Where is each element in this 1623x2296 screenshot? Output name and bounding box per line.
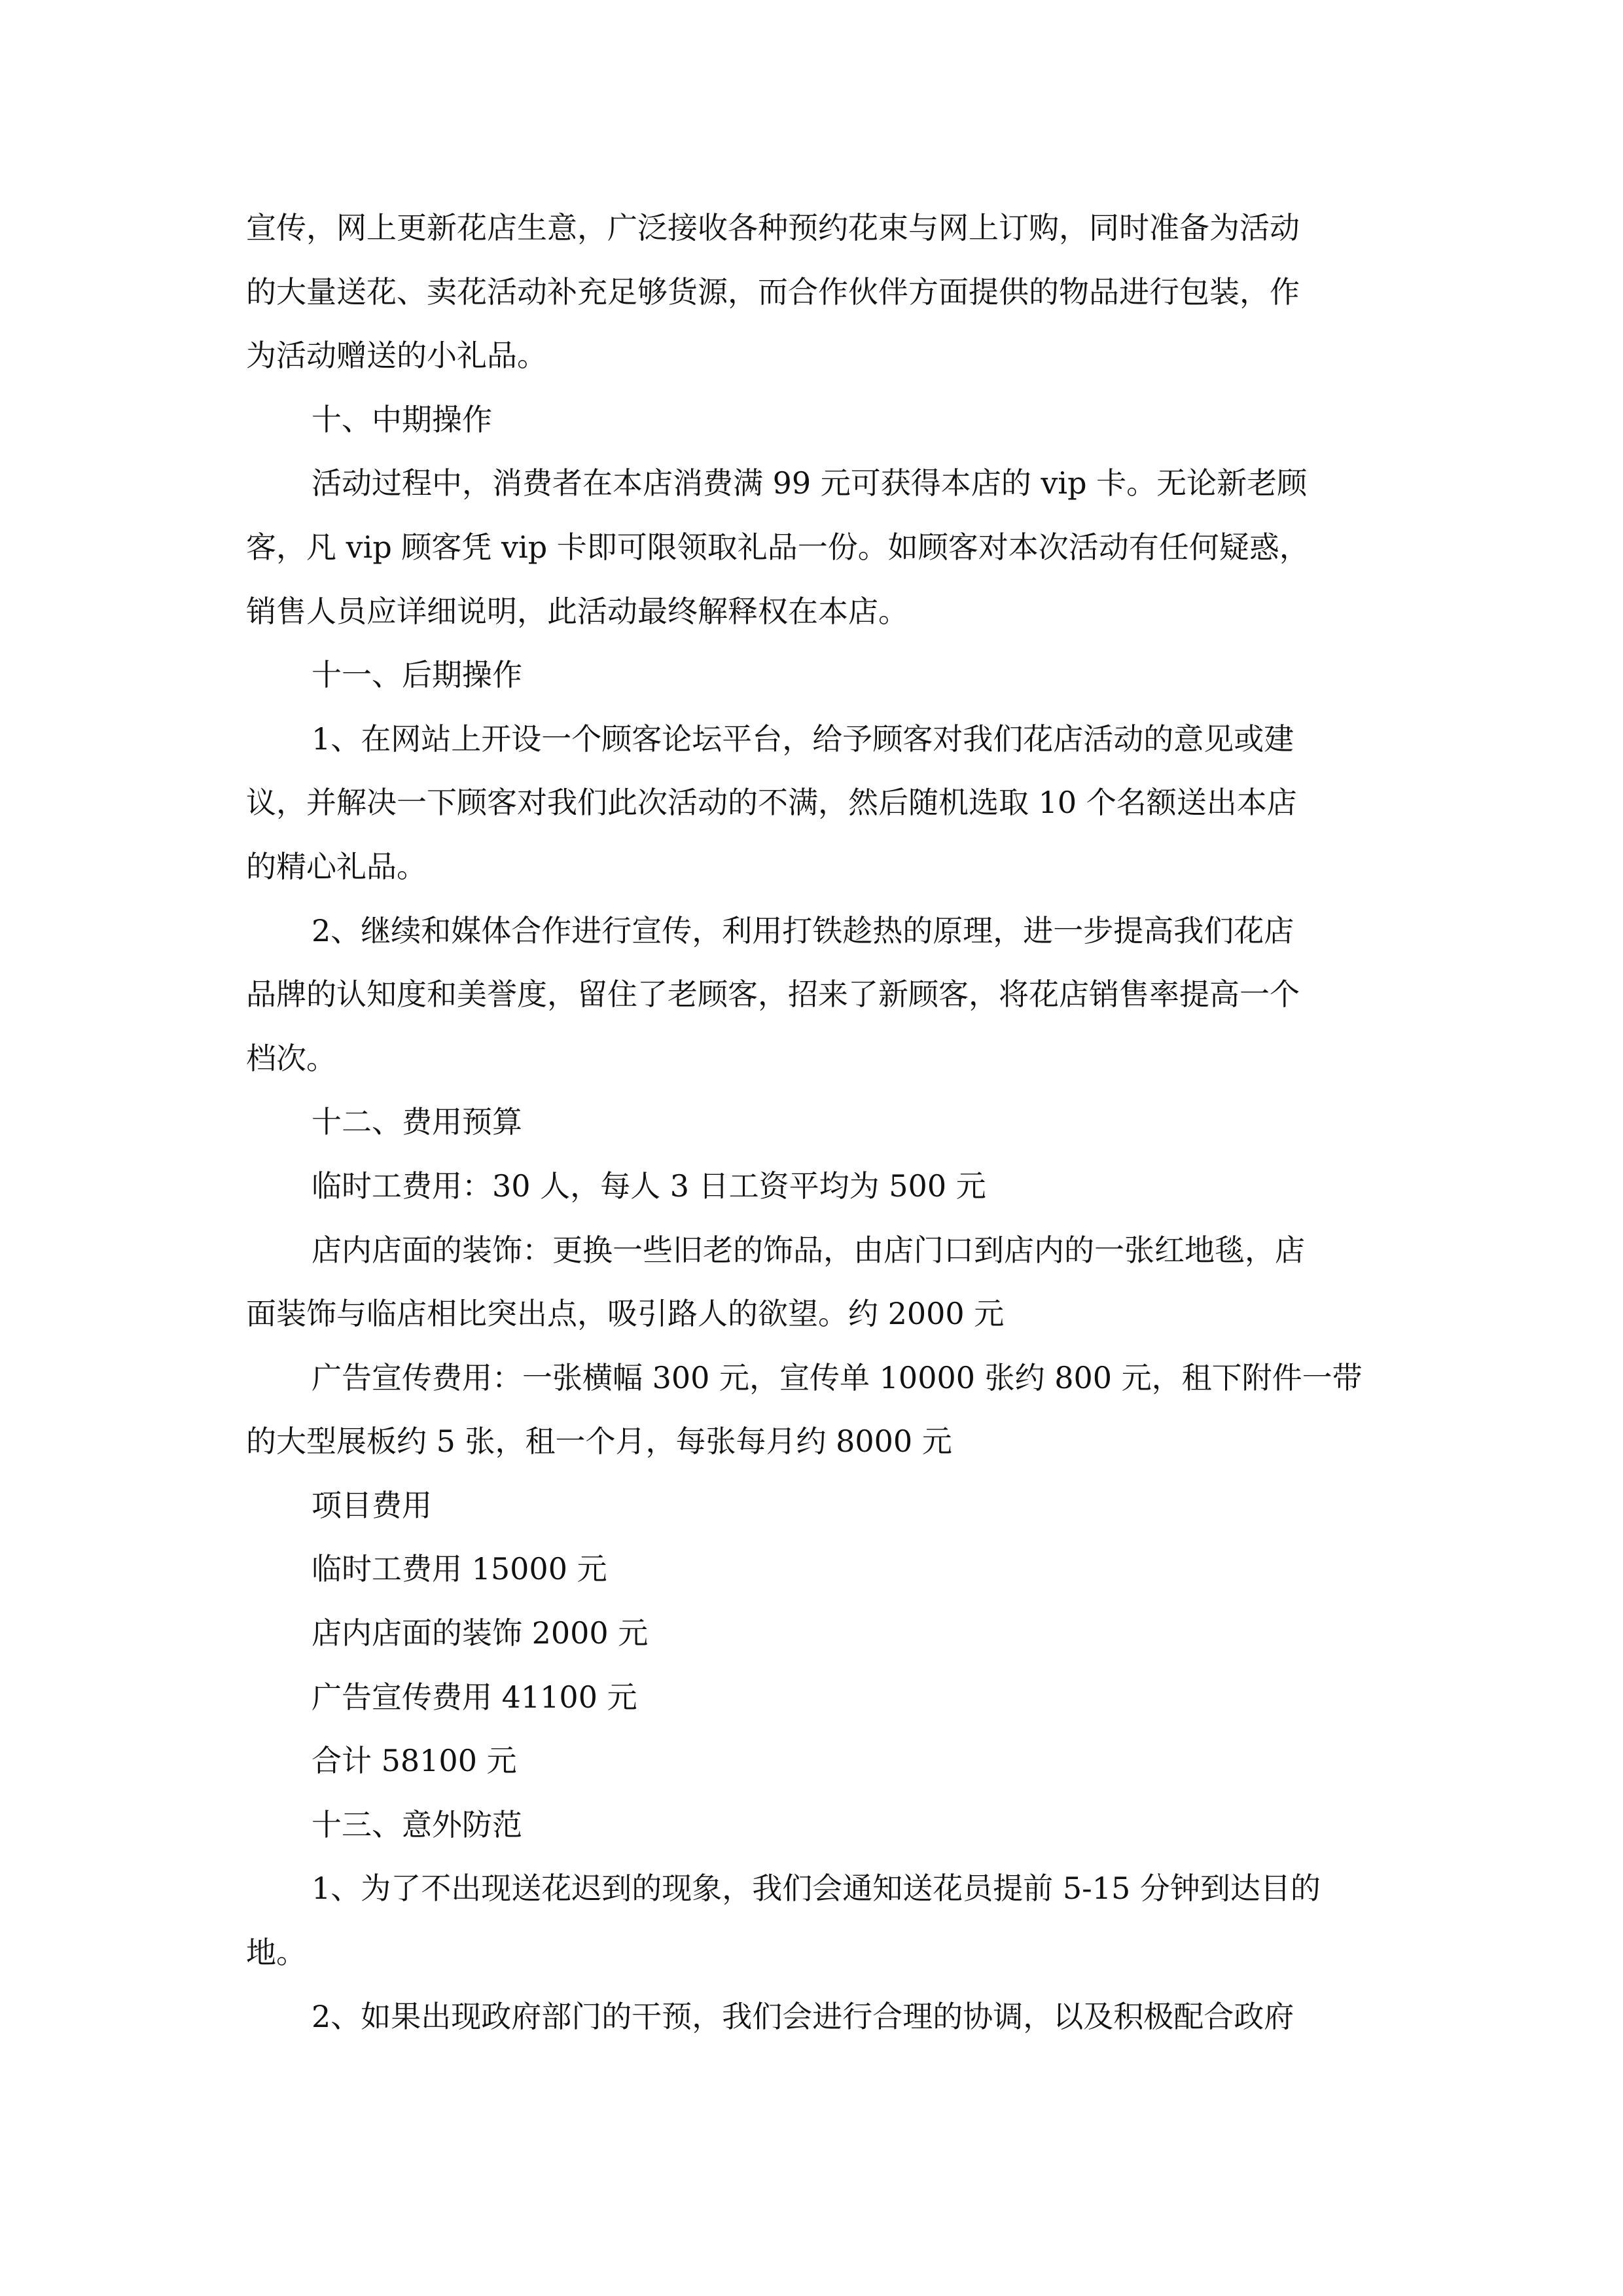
text-line: 的精心礼品。 (246, 848, 427, 884)
text-line: 议，并解决一下顾客对我们此次活动的不满，然后随机选取 10 个名额送出本店 (246, 785, 1297, 821)
text-line: 宣传，网上更新花店生意，广泛接收各种预约花束与网上订购，同时准备为活动 (246, 210, 1300, 245)
text-line: 十一、后期操作 (312, 657, 522, 693)
text-line: 十二、费用预算 (312, 1104, 522, 1140)
text-line: 面装饰与临店相比突出点，吸引路人的欲望。约 2000 元 (246, 1296, 1005, 1332)
text-line: 临时工费用：30 人，每人 3 日工资平均为 500 元 (312, 1168, 986, 1204)
text-line: 广告宣传费用：一张横幅 300 元，宣传单 10000 张约 800 元，租下附件一带 (312, 1359, 1363, 1395)
text-line: 临时工费用 15000 元 (312, 1551, 607, 1587)
text-line: 2、继续和媒体合作进行宣传，利用打铁趁热的原理，进一步提高我们花店 (312, 912, 1294, 948)
text-line: 地。 (246, 1935, 306, 1971)
text-line: 2、如果出现政府部门的干预，我们会进行合理的协调，以及积极配合政府 (312, 1998, 1294, 2034)
text-line: 客，凡 vip 顾客凭 vip 卡即可限领取礼品一份。如顾客对本次活动有任何疑惑， (246, 529, 1310, 565)
text-line: 销售人员应详细说明，此活动最终解释权在本店。 (246, 593, 908, 629)
text-line: 项目费用 (312, 1487, 432, 1523)
document-body (246, 196, 1385, 2049)
text-line: 活动过程中，消费者在本店消费满 99 元可获得本店的 vip 卡。无论新老顾 (312, 465, 1308, 501)
text-line: 为活动赠送的小礼品。 (246, 338, 547, 374)
text-line: 1、在网站上开设一个顾客论坛平台，给予顾客对我们花店活动的意见或建 (312, 721, 1294, 757)
text-line: 广告宣传费用 41100 元 (312, 1679, 637, 1715)
text-line: 的大量送花、卖花活动补充足够货源，而合作伙伴方面提供的物品进行包装，作 (246, 274, 1300, 310)
text-line: 档次。 (246, 1040, 336, 1076)
text-line: 十、中期操作 (312, 401, 492, 437)
text-line: 的大型展板约 5 张，租一个月，每张每月约 8000 元 (246, 1424, 952, 1460)
text-line: 十三、意外防范 (312, 1806, 522, 1842)
text-line: 品牌的认知度和美誉度，留住了老顾客，招来了新顾客，将花店销售率提高一个 (246, 977, 1300, 1013)
text-line: 店内店面的装饰 2000 元 (312, 1615, 649, 1651)
text-line: 1、为了不出现送花迟到的现象，我们会通知送花员提前 5-15 分钟到达目的 (312, 1871, 1321, 1907)
text-line: 合计 58100 元 (312, 1743, 517, 1779)
text-line: 店内店面的装饰：更换一些旧老的饰品，由店门口到店内的一张红地毯，店 (312, 1232, 1305, 1268)
